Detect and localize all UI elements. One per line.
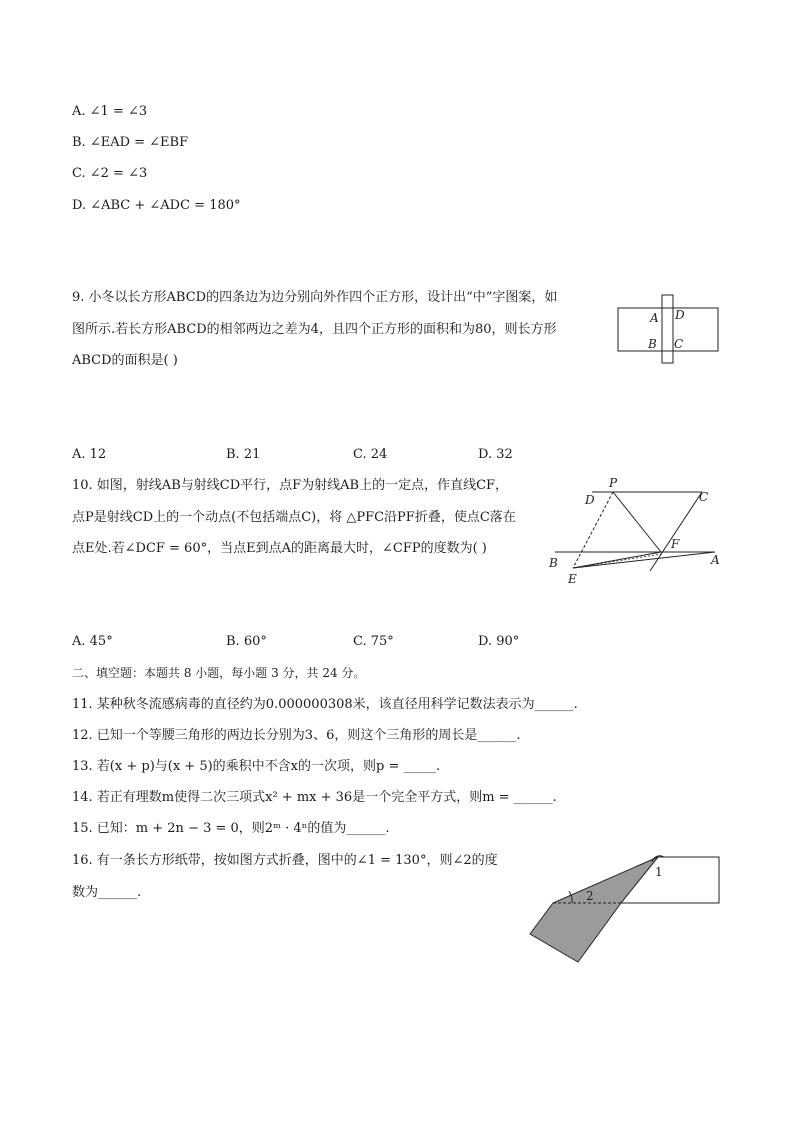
q16-text-line1: 16. 有一条长方形纸带，按如图方式折叠，图中的∠1 = 130°，则∠2的度	[72, 853, 498, 868]
q10-figure	[540, 470, 730, 590]
q10-text-line2: 点P是射线CD上的一个动点(不包括端点C)，将 △PFC沿PF折叠，使点C落在	[72, 510, 516, 525]
q10-label-e: E	[568, 572, 577, 586]
q10-option-d: D. 90°	[478, 634, 520, 649]
q16-figure	[526, 852, 724, 967]
q9-label-c: C	[674, 337, 684, 351]
q12-text: 12. 已知一个等腰三角形的两边长分别为3、6，则这个三角形的周长是______.	[72, 728, 521, 743]
q8-option-d: D. ∠ABC + ∠ADC = 180°	[72, 198, 241, 213]
q10-label-c: C	[699, 490, 709, 504]
q9-option-d: D. 32	[478, 447, 513, 462]
q16-label-angle1: 1	[655, 865, 663, 879]
q10-label-p: P	[609, 476, 618, 490]
q16-text-line2: 数为______.	[72, 885, 142, 900]
q10-text-line3: 点E处.若∠DCF = 60°，当点E到点A的距离最大时，∠CFP的度数为( )	[72, 541, 487, 556]
q10-text-line1: 10. 如图，射线AB与射线CD平行，点F为射线AB上的一定点，作直线CF，	[72, 478, 509, 493]
q10-option-a: A. 45°	[72, 634, 113, 649]
q9-text-line2: 图所示.若长方形ABCD的相邻两边之差为4，且四个正方形的面积和为80，则长方形	[72, 322, 557, 337]
q10-label-f: F	[671, 537, 680, 551]
q14-text: 14. 若正有理数m使得二次三项式x² + mx + 36是一个完全平方式，则m = ______.	[72, 790, 557, 805]
q9-label-b: B	[648, 337, 657, 351]
q16-label-angle2: 2	[586, 889, 594, 903]
q10-label-d: D	[585, 493, 595, 507]
q8-option-a: A. ∠1 = ∠3	[72, 104, 148, 119]
q15-text: 15. 已知：m + 2n − 3 = 0，则2ᵐ · 4ⁿ的值为______.	[72, 821, 390, 836]
q8-option-c: C. ∠2 = ∠3	[72, 166, 148, 181]
q9-text-line3: ABCD的面积是( )	[72, 353, 178, 368]
q9-figure	[615, 292, 721, 366]
q9-option-c: C. 24	[353, 447, 388, 462]
q13-text: 13. 若(x + p)与(x + 5)的乘积中不含x的一次项，则p = _____.	[72, 759, 441, 774]
q8-option-b: B. ∠EAD = ∠EBF	[72, 135, 189, 150]
q9-text-line1: 9. 小冬以长方形ABCD的四条边为边分别向外作四个正方形，设计出“中”字图案，如	[72, 290, 558, 305]
q11-text: 11. 某种秋冬流感病毒的直径约为0.000000308米，该直径用科学记数法表示为______.	[72, 697, 578, 712]
section2-heading: 二、填空题：本题共 8 小题，每小题 3 分，共 24 分。	[72, 666, 366, 680]
q9-label-d: D	[675, 308, 685, 322]
q10-option-b: B. 60°	[226, 634, 267, 649]
q10-label-a: A	[711, 553, 720, 567]
q9-option-b: B. 21	[226, 447, 261, 462]
q10-label-b: B	[549, 556, 558, 570]
q9-label-a: A	[650, 311, 659, 325]
q9-option-a: A. 12	[72, 447, 107, 462]
q10-option-c: C. 75°	[353, 634, 394, 649]
